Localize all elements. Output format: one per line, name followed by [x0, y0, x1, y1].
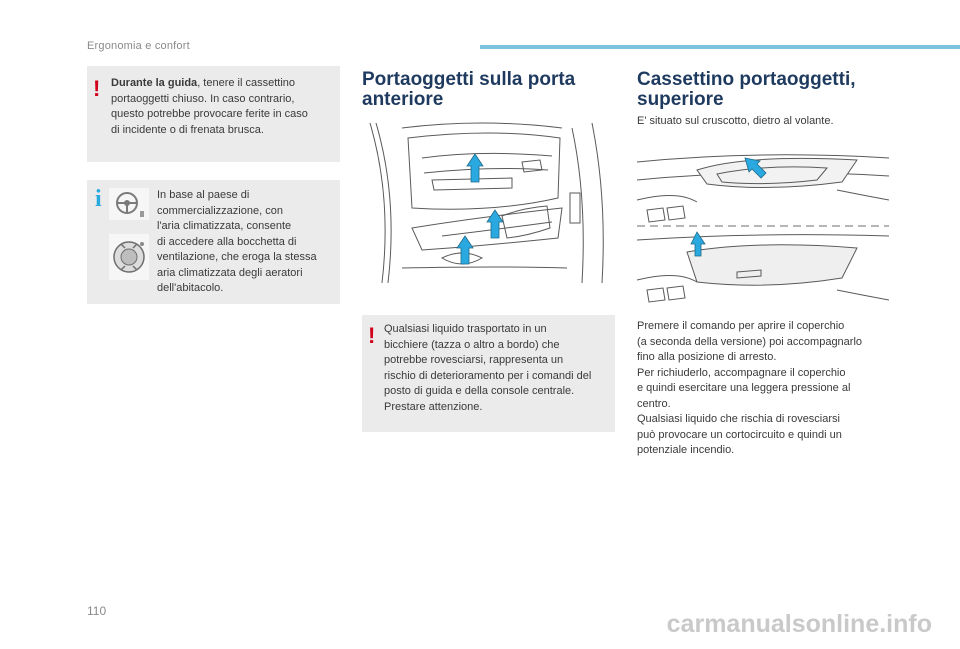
section-title-door-storage: Portaoggetti sulla porta anteriore	[362, 69, 576, 110]
glovebox-instructions: Premere il comando per aprire il coperchio (a seconda della versione) poi accompagnarlo fino alla posizione di arresto. Per richiuderlo, accompagnare il coperchio e quindi esercitare una leggera pressione al centro. Qualsiasi liquido che rischia di rovesciarsi può provocare un cortocircuito e quindi un potenziale incendio.	[637, 320, 863, 456]
warning-icon: !	[93, 76, 101, 101]
warning-box-liquids	[362, 315, 615, 432]
page-number: 110	[87, 604, 107, 618]
info-box-ventilation	[87, 180, 340, 304]
glovebox-illustration	[637, 140, 889, 312]
info-text: In base al paese di commercializzazione, con l'aria climatizzata, consente di accedere alla bocchetta di ventilazione, che eroga la stessa aria climatizzata degli aeratori dell'abitacolo.	[157, 189, 317, 294]
section-title-upper-glovebox: Cassettino portaoggetti, superiore	[637, 69, 856, 110]
vent-knob-icon	[109, 234, 149, 280]
steering-wheel-icon	[109, 188, 149, 220]
warning-liquids-text: Qualsiasi liquido trasportato in un bicchiere (tazza o altro a bordo) che potrebbe rovesciarsi, rappresenta un rischio di deterioramento per i comandi del posto di guida e della console centrale. Prestare attenzione.	[384, 323, 592, 413]
warning-icon: !	[368, 323, 376, 348]
info-icon: i	[95, 186, 102, 212]
warning-text: Durante la guida, tenere il cassettino portaoggetti chiuso. In caso contrario, questo potrebbe provocare ferite in caso di incidente o di frenata brusca.	[111, 77, 308, 136]
warning-bold-lead: Durante la guida	[111, 77, 198, 89]
glovebox-intro: E' situato sul cruscotto, dietro al volante.	[637, 115, 834, 127]
header-accent-bar	[480, 45, 960, 49]
warning-box-driving	[87, 66, 340, 162]
watermark: carmanualsonline.info	[666, 610, 932, 638]
running-header: Ergonomia e confort	[87, 40, 190, 52]
door-storage-illustration	[362, 118, 615, 288]
